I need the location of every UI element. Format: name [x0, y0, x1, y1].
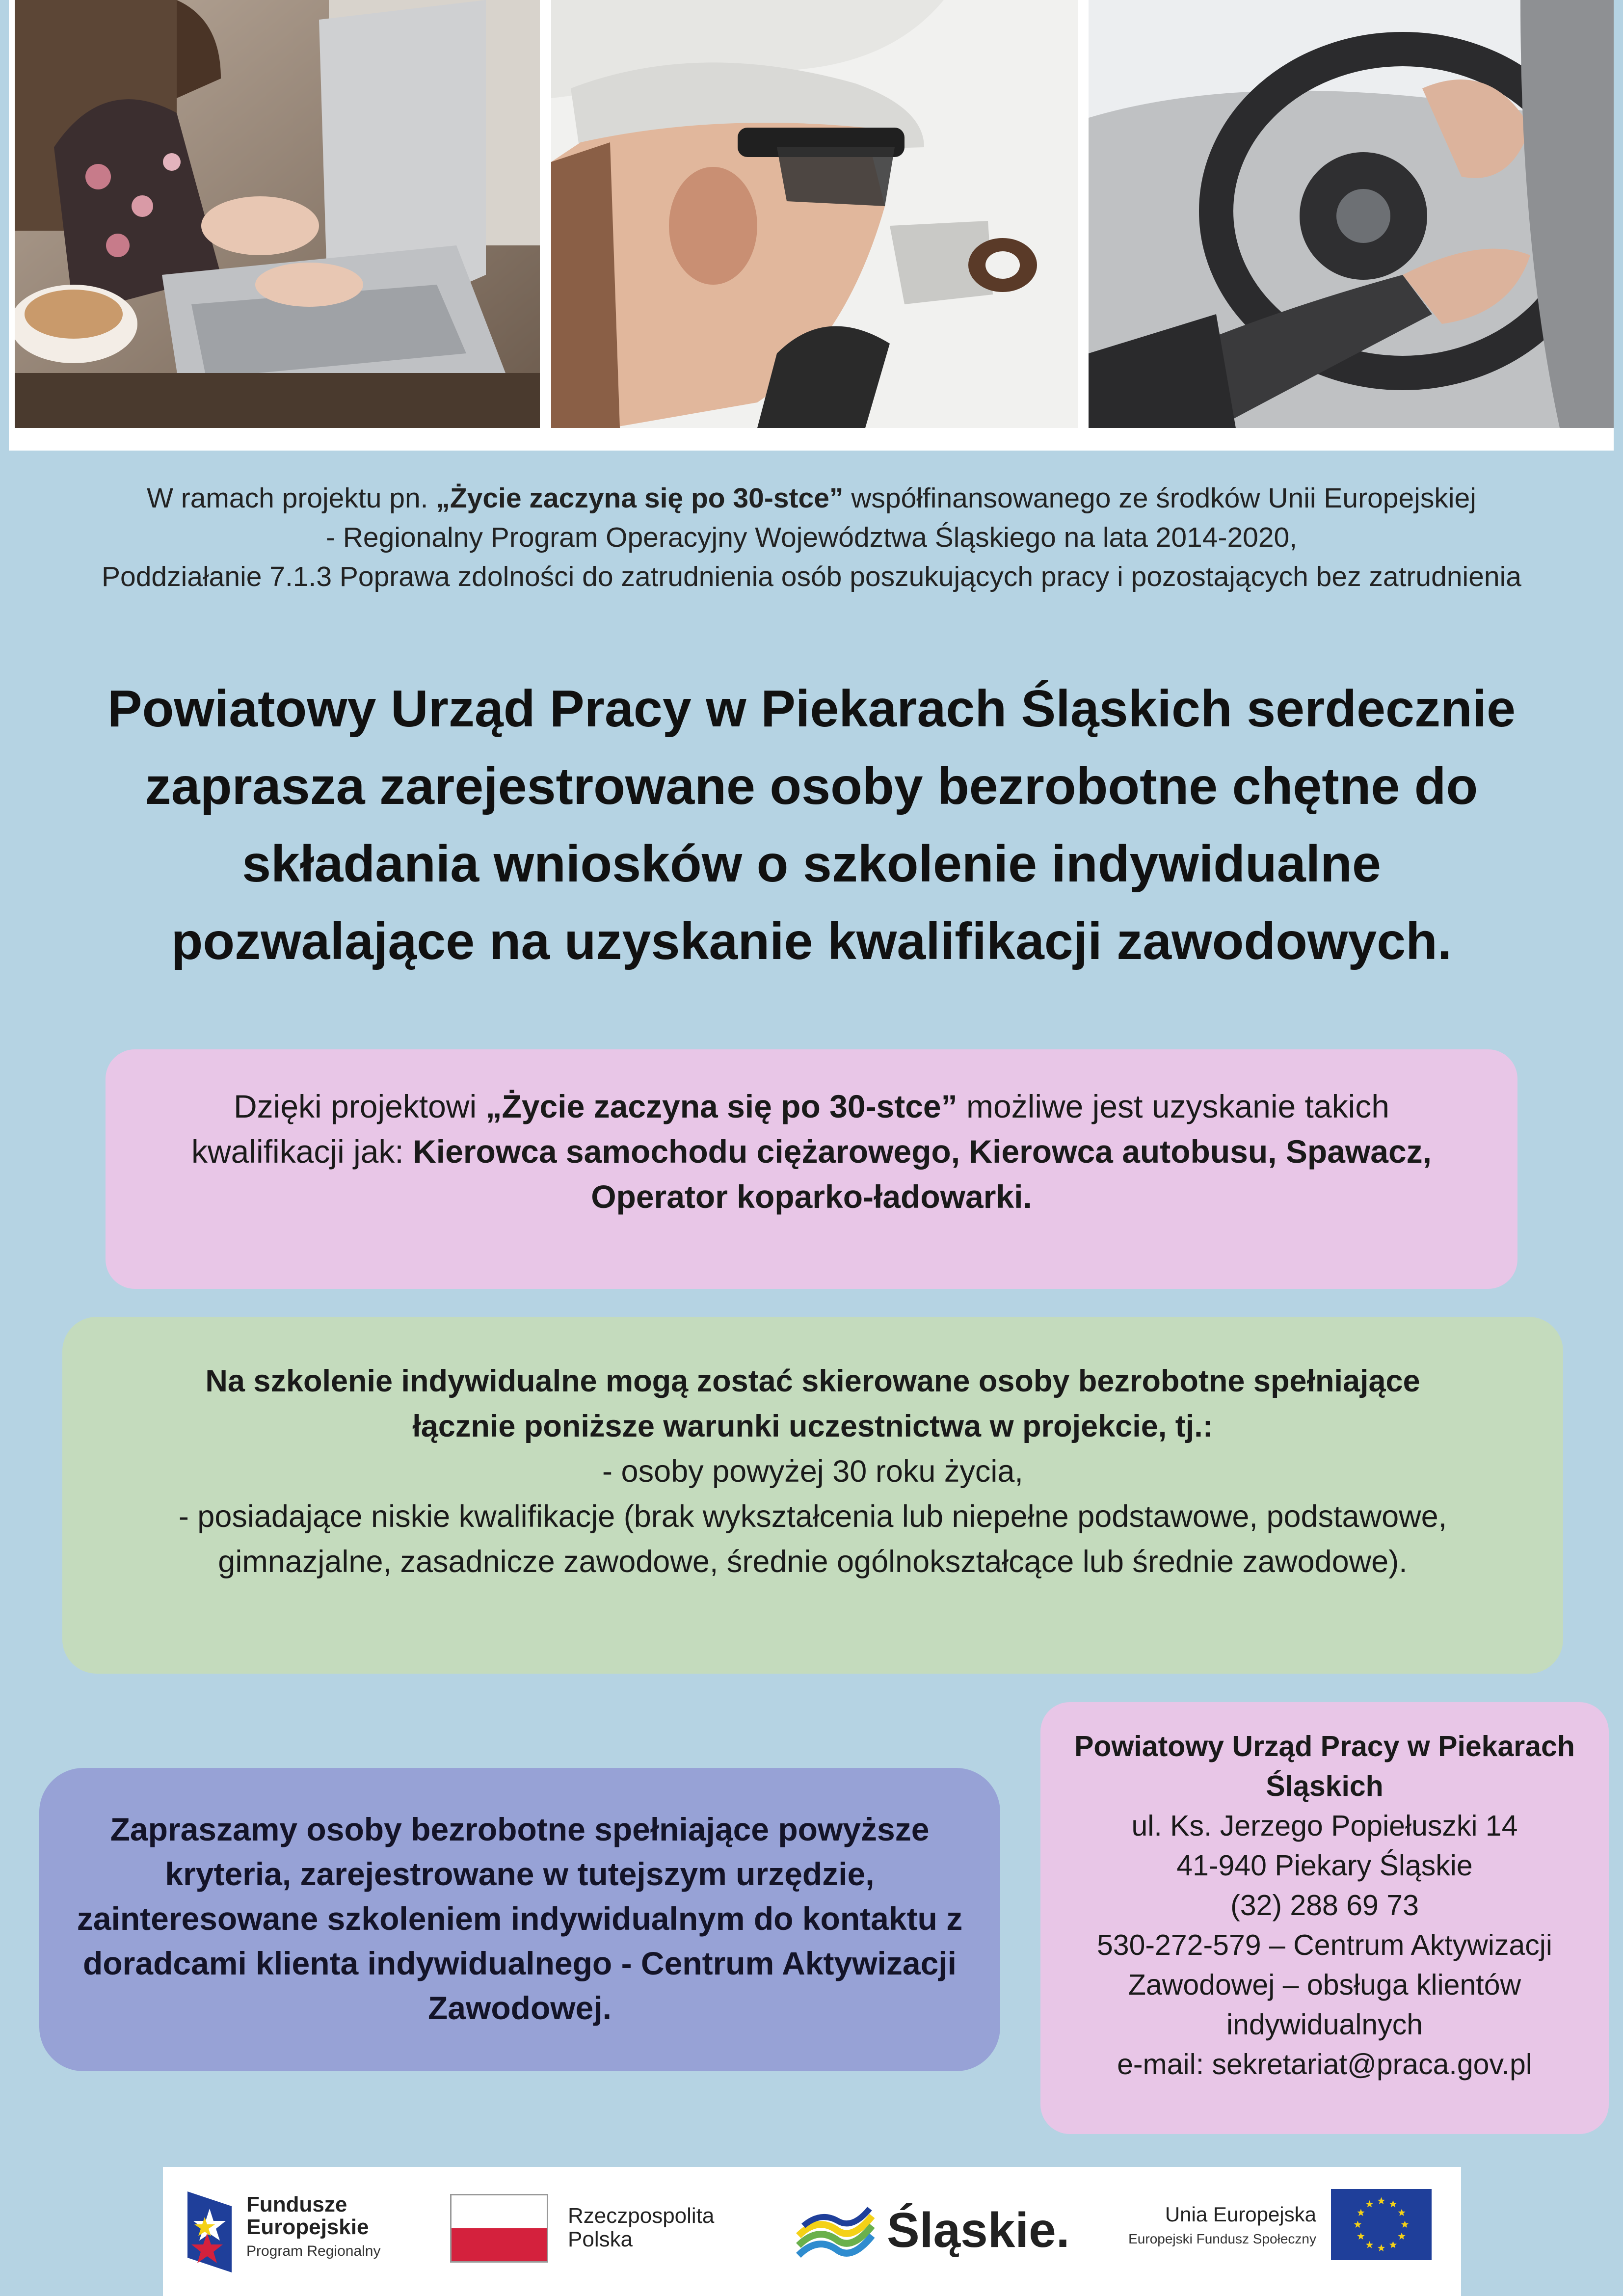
contact-city: 41-940 Piekary Śląskie	[1176, 1849, 1473, 1882]
contact-phone: (32) 288 69 73	[1230, 1889, 1419, 1922]
contact-email[interactable]: e-mail: sekretariat@praca.gov.pl	[1117, 2048, 1532, 2081]
qualifications-text: Dzięki projektowi „Życie zaczyna się po 30-stce” możliwe jest uzyskanie takich kwalifikacji jak: Kierowca samochodu ciężarowego, Kierowca autobusu, Spawacz, Operator koparko-ładowarki.	[191, 1088, 1432, 1215]
invitation-box	[39, 1768, 1000, 2071]
ue-line-1: Unia Europejska	[1165, 2203, 1316, 2226]
intro-line-2: - Regionalny Program Operacyjny Województwa Śląskiego na lata 2014-2020,	[325, 522, 1298, 553]
rp-line-2: Polska	[568, 2227, 633, 2251]
funding-logos-bar	[163, 2167, 1461, 2296]
contact-mobile: 530-272-579 – Centrum Aktywizacji Zawodowej – obsługa klientów indywidualnych	[1096, 1929, 1553, 2041]
woman-laptop-photo	[15, 0, 540, 428]
slaskie-logo	[794, 2196, 1078, 2270]
intro-line-1: W ramach projektu pn. „Życie zaczyna się po 30-stce” współfinansowanego ze środków Unii Europejskiej	[147, 482, 1476, 514]
welder-photo	[551, 0, 1078, 428]
contact-office: Powiatowy Urząd Pracy w Piekarach Śląskich	[1074, 1730, 1575, 1802]
fundusze-europejskie-logo	[183, 2187, 418, 2280]
project-title: „Życie zaczyna się po 30-stce”	[436, 482, 844, 514]
slaskie-waves-icon	[794, 2196, 877, 2265]
unia-europejska-logo	[1115, 2189, 1449, 2268]
conditions-heading: Na szkolenie indywidualne mogą zostać skierowane osoby bezrobotne spełniające łącznie poniższe warunki uczestnictwa w projekcie, tj.:	[205, 1364, 1420, 1443]
headline-line-1: Powiatowy Urząd Pracy w Piekarach Śląskich serdecznie	[107, 680, 1516, 738]
invitation-text: Zapraszamy osoby bezrobotne spełniające powyższe kryteria, zarejestrowane w tutejszym urzędzie, zainteresowane szkoleniem indywidualnym do kontaktu z doradcami klienta indywidualnego - Centrum Aktywizacji Zawodowej.	[77, 1811, 963, 2026]
contact-box	[1040, 1702, 1609, 2134]
qualifications-box	[106, 1049, 1517, 1289]
headline-line-2: zaprasza zarejestrowane osoby bezrobotne chętne do	[145, 757, 1478, 815]
headline	[44, 670, 1579, 980]
fe-line-2: Europejskie	[246, 2215, 369, 2239]
qualifications-list: Kierowca samochodu ciężarowego, Kierowca autobusu, Spawacz, Operator koparko-ładowarki.	[413, 1133, 1432, 1215]
fundusze-europejskie-icon	[183, 2187, 237, 2277]
conditions-box	[62, 1317, 1563, 1674]
eu-flag-icon	[1331, 2189, 1432, 2260]
driver-photo	[1089, 0, 1614, 428]
fe-line-3: Program Regionalny	[246, 2243, 381, 2259]
condition-item-qualifications: - posiadające niskie kwalifikacje (brak wykształcenia lub niepełne podstawowe, podstawowe, gimnazjalne, zasadnicze zawodowe, średnie ogólnokształcące lub średnie zawodowe).	[178, 1499, 1447, 1579]
headline-line-4: pozwalające na uzyskanie kwalifikacji zawodowych.	[171, 912, 1452, 970]
conditions-text	[92, 1359, 1534, 1584]
fe-line-1: Fundusze	[246, 2192, 347, 2216]
photo-strip	[9, 0, 1614, 451]
condition-item-age: - osoby powyżej 30 roku życia,	[602, 1454, 1023, 1489]
rzeczpospolita-polska-logo	[450, 2194, 754, 2268]
headline-line-3: składania wniosków o szkolenie indywidualne	[242, 835, 1381, 893]
intro-line-3: Poddziałanie 7.1.3 Poprawa zdolności do zatrudnienia osób poszukujących pracy i pozostających bez zatrudnienia	[102, 561, 1521, 592]
slaskie-wordmark: Śląskie.	[887, 2203, 1070, 2258]
contact-street: ul. Ks. Jerzego Popiełuszki 14	[1131, 1810, 1518, 1842]
ue-line-2: Europejski Fundusz Społeczny	[1128, 2231, 1316, 2246]
rp-line-1: Rzeczpospolita	[568, 2204, 715, 2228]
polish-flag-icon	[450, 2194, 548, 2263]
project-intro	[29, 479, 1594, 596]
